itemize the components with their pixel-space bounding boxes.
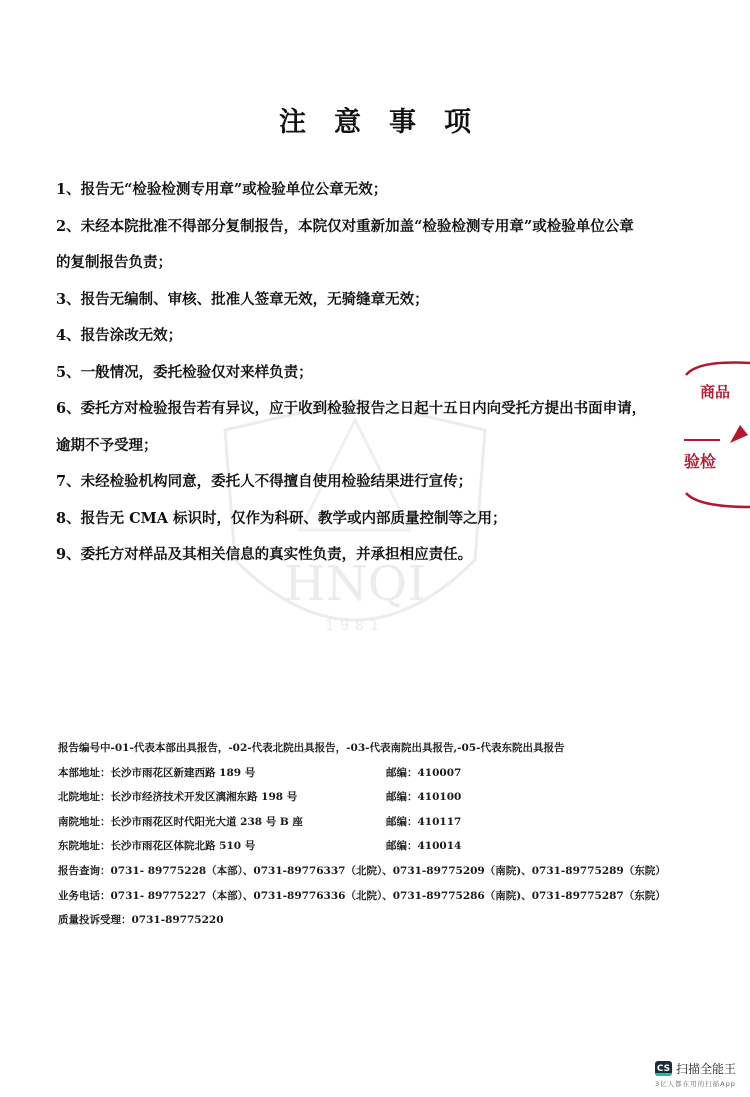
brand-name: 扫描全能王 <box>676 1062 737 1076</box>
postcode: 邮编：410100 <box>386 791 462 804</box>
report-number-note: 报告编号中-01-代表本部出具报告，-02-代表北院出具报告，-03-代表南院出具报告,-05-代表东院出具报告 <box>58 742 565 754</box>
address-line <box>58 812 658 837</box>
complaint-phone: 质量投诉受理：0731-89775220 <box>58 914 224 927</box>
star-icon <box>730 425 748 443</box>
report-query-phones: 报告查询：0731- 89775228（本部）、0731-89776337（北院）、0731-89775209（南院)、0731-89775289（东院） <box>58 864 666 877</box>
address-line <box>58 787 658 812</box>
address-line <box>58 836 658 861</box>
business-phones: 业务电话：0731- 89775227（本部）、0731-89776336（北院）、0731-89775286（南院)、0731-89775287（东院） <box>58 889 666 902</box>
notice-item: 9、委托方对样品及其相关信息的真实性负责，并承担相应责任。 <box>56 546 473 563</box>
notice-item: 3、报告无编制、审核、批准人签章无效，无骑缝章无效； <box>56 290 429 308</box>
contact-footer <box>58 738 666 935</box>
address-label: 南院地址：长沙市雨花区时代阳光大道 238 号 B 座 <box>58 815 303 828</box>
notice-item: 1、报告无“检验检测专用章”或检验单位公章无效； <box>56 181 388 198</box>
camscanner-logo-icon: CS <box>655 1061 672 1076</box>
address-line <box>58 763 658 788</box>
notice-item: 8、报告无 CMA 标识时，仅作为科研、教学或内部质量控制等之用； <box>56 509 507 527</box>
watermark-text: HNQI <box>283 556 427 612</box>
brand-tagline: 3亿人都在用的扫描App <box>655 1080 736 1088</box>
page-title: 注意事项 <box>279 107 499 138</box>
scanner-brand-badge <box>655 1060 750 1097</box>
address-label: 北院地址：长沙市经济技术开发区漓湘东路 198 号 <box>58 791 298 804</box>
notice-item: 7、未经检验机构同意，委托人不得擅自使用检验结果进行宣传； <box>56 473 473 490</box>
notice-item: 4、报告涂改无效； <box>56 327 183 344</box>
address-label: 本部地址：长沙市雨花区新建西路 189 号 <box>58 766 256 779</box>
notice-item: 5、一般情况，委托检验仅对来样负责； <box>56 363 313 381</box>
notice-item: 6、委托方对检验报告若有异议，应于收到检验报告之日起十五日内向受托方提出书面申请， 逾期不予受理； <box>56 400 647 454</box>
postcode: 邮编：410014 <box>386 840 462 853</box>
notice-item: 2、未经本院批准不得部分复制报告，本院仅对重新加盖“检验检测专用章”或检验单位公章 的复制报告负责； <box>56 217 634 271</box>
stamp-text-top: 商品 <box>700 383 731 401</box>
address-label: 东院地址：长沙市雨花区体院北路 510 号 <box>58 840 256 853</box>
postcode: 邮编：410007 <box>386 766 462 779</box>
notice-list <box>56 172 696 574</box>
red-seal-stamp <box>678 355 750 515</box>
watermark-year: 1981 <box>325 618 385 634</box>
stamp-text-bottom: 验检 <box>684 452 717 471</box>
postcode: 邮编：410117 <box>386 815 462 828</box>
